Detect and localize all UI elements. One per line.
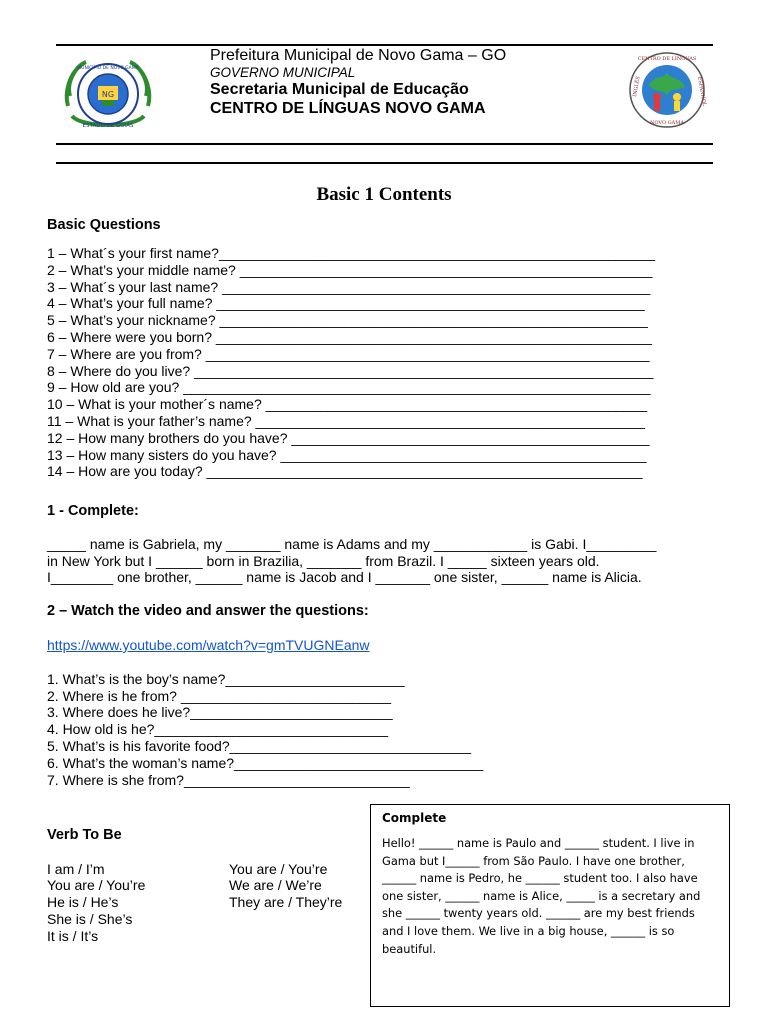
complete-box-line: she ______ twenty years old. ______ are my best friends [382, 906, 695, 921]
header-governo: GOVERNO MUNICIPAL [210, 65, 356, 80]
header-bottom-rule [56, 143, 713, 145]
verb-form: We are / We’re [229, 877, 322, 893]
language-center-logo [627, 51, 707, 129]
question-line: 8 – Where do you live? ___________________________________________________________ [47, 363, 654, 379]
basic-questions-heading: Basic Questions [47, 217, 161, 233]
verb-to-be-heading: Verb To Be [47, 827, 122, 843]
question-line: 3 – What´s your last name? _______________________________________________________ [47, 279, 651, 295]
question-line: 5 – What’s your nickname? _______________________________________________________ [47, 312, 648, 328]
complete-box-line: Hello! ______ name is Paulo and ______ student. I live in [382, 836, 695, 850]
verb-form: You are / You’re [229, 861, 328, 877]
question-line: 12 – How many brothers do you have? ______________________________________________ [47, 430, 650, 446]
question-line: 2 – What’s your middle name? _____________________________________________________ [47, 262, 653, 278]
complete-box-line: and I love them. We live in a big house, ______ is so [382, 923, 675, 938]
municipal-seal-logo [62, 56, 154, 132]
youtube-link[interactable]: https://www.youtube.com/watch?v=gmTVUGNEanw [47, 637, 370, 653]
verb-form: It is / It’s [47, 928, 99, 944]
verb-form: She is / She’s [47, 911, 133, 927]
question-line: 7 – Where are you from? _________________________________________________________ [47, 346, 650, 362]
verb-form: He is / He’s [47, 894, 119, 910]
video-heading: 2 – Watch the video and answer the questions: [47, 603, 369, 619]
question-line: 13 – How many sisters do you have? _______________________________________________ [47, 447, 647, 463]
question-line: 6 – Where were you born? ________________________________________________________ [47, 329, 652, 345]
complete-box-line: beautiful. [382, 941, 437, 956]
question-line: 10 – What is your mother´s name? _________________________________________________ [47, 396, 648, 412]
video-question-line: 1. What’s is the boy’s name?_______________________ [47, 671, 405, 687]
verb-form: They are / They’re [229, 894, 343, 910]
header-prefeitura: Prefeitura Municipal de Novo Gama – GO [210, 47, 507, 64]
header-bottom-rule-2 [56, 162, 713, 164]
logo-text-top: CENTRO DE LÍNGUAS [637, 56, 697, 62]
verb-form: I am / I’m [47, 861, 105, 877]
question-line: 14 – How are you today? ________________________________________________________ [47, 463, 643, 479]
logo-text-left: INGLÊS [632, 75, 642, 98]
complete-heading: 1 - Complete: [47, 503, 139, 519]
video-question-line: 5. What’s is his favorite food?_______________________________ [47, 738, 471, 754]
video-question-line: 3. Where does he live?__________________________ [47, 704, 393, 720]
question-line: 11 – What is your father’s name? __________________________________________________ [47, 413, 645, 429]
video-question-line: 6. What’s the woman’s name?________________________________ [47, 755, 484, 771]
complete-box-text [382, 835, 700, 958]
complete-exercise-box [370, 804, 730, 1007]
logo-text-bottom: NOVO GAMA [650, 120, 684, 126]
complete-box-line: Gama but I______ from São Paulo. I have one brother, [382, 853, 685, 868]
seal-inner-text: NG [101, 90, 115, 99]
video-question-line: 2. Where is he from? ___________________________ [47, 688, 392, 704]
video-question-line: 7. Where is she from?_____________________________ [47, 772, 410, 788]
question-line: 9 – How old are you? ____________________________________________________________ [47, 379, 651, 395]
complete-line: _____ name is Gabriela, my _______ name is Adams and my ____________ is Gabi. I_________ [47, 536, 657, 552]
logo-text-right: ESPANHOL [696, 76, 707, 107]
header-top-rule [56, 44, 713, 46]
seal-ring-bottom-text: ESTADO DE GOIÁS [82, 123, 134, 129]
header-centro: CENTRO DE LÍNGUAS NOVO GAMA [210, 100, 486, 117]
video-question-line: 4. How old is he?______________________________ [47, 721, 388, 737]
complete-line: in New York but I ______ born in Brazilia, _______ from Brazil. I _____ sixteen years old. [47, 553, 600, 569]
header-secretaria: Secretaria Municipal de Educação [210, 81, 469, 98]
seal-ring-top-text: MUNICÍPIO DE NOVO GAMA [77, 66, 139, 71]
complete-box-line: one sister, ______ name is Alice, _____ is a secretary and [382, 888, 701, 903]
complete-box-title: Complete [382, 811, 447, 825]
page-title: Basic 1 Contents [316, 184, 452, 205]
question-line: 4 – What’s your full name? _______________________________________________________ [47, 295, 645, 311]
question-line: 1 – What´s your first name?________________________________________________________ [47, 245, 655, 261]
complete-line: I________ one brother, ______ name is Jacob and I _______ one sister, ______ name is Alicia. [47, 569, 642, 585]
verb-form: You are / You’re [47, 877, 146, 893]
complete-box-line: ______ name is Pedro, he ______ student too. I also have [382, 871, 698, 886]
